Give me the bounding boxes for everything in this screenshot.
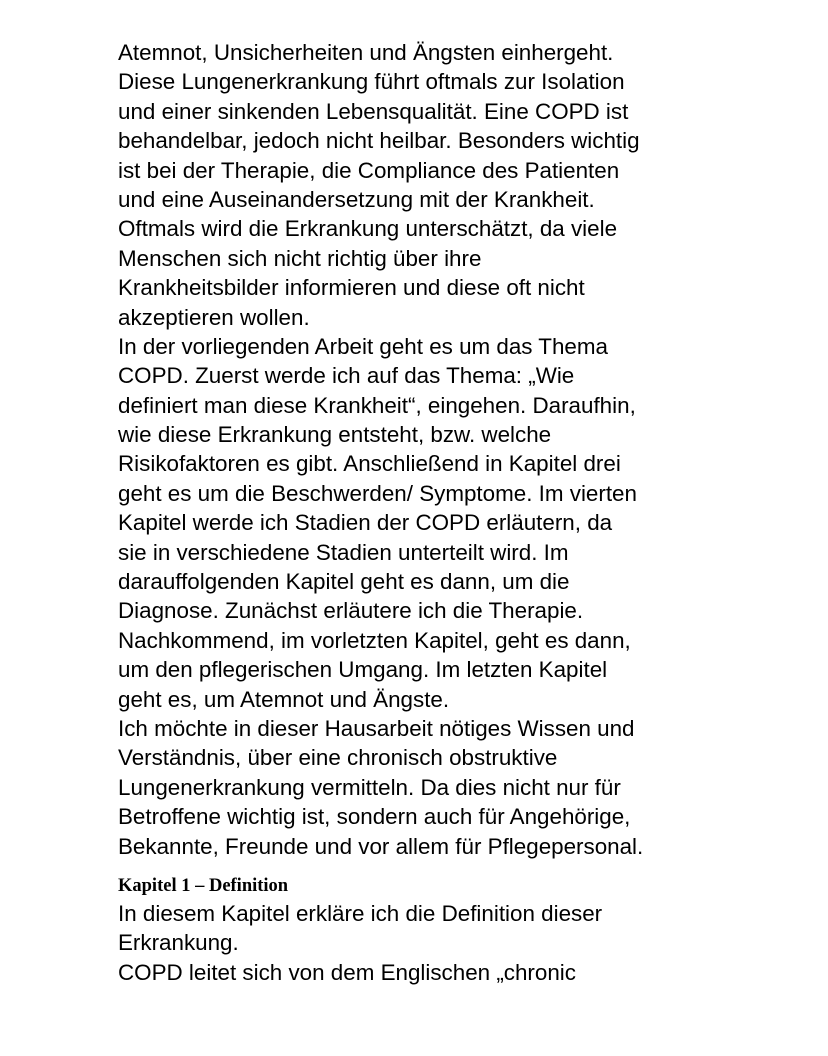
text-line: Verständnis, über eine chronisch obstruktive bbox=[118, 745, 558, 771]
text-line: Risikofaktoren es gibt. Anschließend in Kapitel drei bbox=[118, 451, 621, 477]
text-line: Nachkommend, im vorletzten Kapitel, geht es dann, bbox=[118, 627, 631, 653]
text-line: geht es, um Atemnot und Ängste. bbox=[118, 686, 450, 712]
document-page bbox=[118, 38, 718, 987]
text-line: um den pflegerischen Umgang. Im letzten Kapitel bbox=[118, 657, 608, 683]
text-line: Ich möchte in dieser Hausarbeit nötiges Wissen und bbox=[118, 715, 635, 741]
text-line: Atemnot, Unsicherheiten und Ängsten einhergeht. bbox=[118, 40, 614, 65]
text-line: Krankheitsbilder informieren und diese oft nicht bbox=[118, 275, 585, 301]
text-line: geht es um die Beschwerden/ Symptome. Im vierten bbox=[118, 480, 637, 506]
text-line: Menschen sich nicht richtig über ihre bbox=[118, 245, 482, 271]
text-line: Bekannte, Freunde und vor allem für Pflegepersonal. bbox=[118, 833, 644, 859]
text-line: Diese Lungenerkrankung führt oftmals zur Isolation bbox=[118, 69, 625, 95]
text-line: Diagnose. Zunächst erläutere ich die Therapie. bbox=[118, 598, 584, 624]
text-line: Kapitel werde ich Stadien der COPD erläutern, da bbox=[118, 510, 613, 536]
text-line: und einer sinkenden Lebensqualität. Eine COPD ist bbox=[118, 98, 629, 124]
text-line: und eine Auseinandersetzung mit der Krankheit. bbox=[118, 186, 595, 212]
text-line: Betroffene wichtig ist, sondern auch für Angehörige, bbox=[118, 804, 631, 830]
text-line: darauffolgenden Kapitel geht es dann, um die bbox=[118, 569, 570, 595]
text-line: wie diese Erkrankung entsteht, bzw. welche bbox=[118, 422, 552, 448]
text-line: COPD leitet sich von dem Englischen „chronic bbox=[118, 959, 576, 985]
text-line: COPD. Zuerst werde ich auf das Thema: „Wie bbox=[118, 363, 575, 389]
text-line: sie in verschiedene Stadien unterteilt wird. Im bbox=[118, 539, 569, 565]
text-line: behandelbar, jedoch nicht heilbar. Besonders wichtig bbox=[118, 128, 640, 154]
text-line: In diesem Kapitel erkläre ich die Definition dieser bbox=[118, 900, 603, 926]
intro-section bbox=[118, 38, 718, 861]
text-line: Lungenerkrankung vermitteln. Da dies nicht nur für bbox=[118, 774, 621, 800]
chapter1-section bbox=[118, 899, 718, 987]
text-line: Erkrankung. bbox=[118, 930, 239, 956]
text-line: definiert man diese Krankheit“, eingehen. Daraufhin, bbox=[118, 392, 636, 418]
text-line: In der vorliegenden Arbeit geht es um das Thema bbox=[118, 333, 608, 359]
text-line: ist bei der Therapie, die Compliance des Patienten bbox=[118, 157, 620, 183]
chapter-heading: Kapitel 1 – Definition bbox=[118, 875, 289, 896]
text-line: akzeptieren wollen. bbox=[118, 304, 310, 330]
text-line: Oftmals wird die Erkrankung unterschätzt, da viele bbox=[118, 216, 618, 242]
